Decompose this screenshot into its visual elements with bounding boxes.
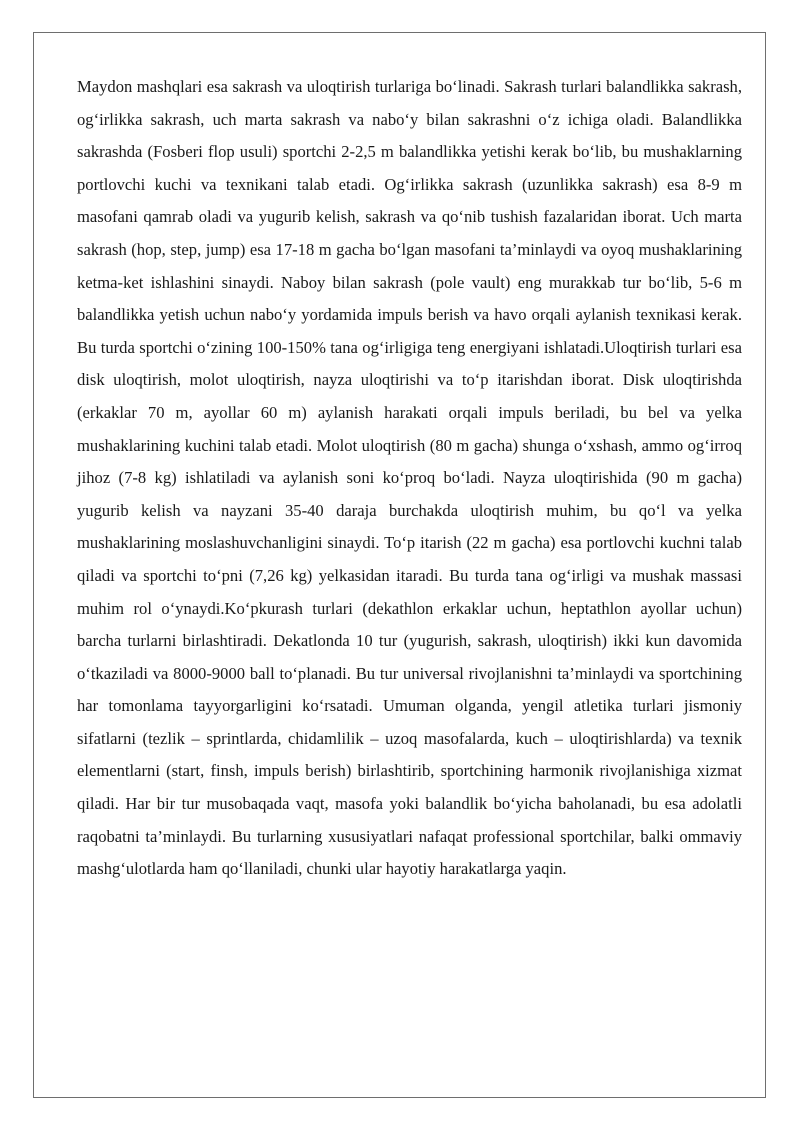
body-paragraph: Maydon mashqlari esa sakrash va uloqtirish turlariga bo‘linadi. Sakrash turlari balandlikka sakrash, og‘irlikka sakrash, uch marta sakrash va nabo‘y bilan sakrashni o‘z ichiga oladi. Balandlikka sakrashda (Fosberi flop usuli) sportchi 2-2,5 m balandlikka yetishi kerak bo‘lib, bu mushaklarning portlovchi kuchi va texnikani talab etadi. Og‘irlikka sakrash (uzunlikka sakrash) esa 8-9 m masofani qamrab oladi va yugurib kelish, sakrash va qo‘nib tushish fazalaridan iborat. Uch marta sakrash (hop, step, jump) esa 17-18 m gacha bo‘lgan masofani ta’minlaydi va oyoq mushaklarining ketma-ket ishlashini sinaydi. Naboy bilan sakrash (pole vault) eng murakkab tur bo‘lib, 5-6 m balandlikka yetish uchun nabo‘y yordamida impuls berish va havo orqali aylanish texnikasi kerak. Bu turda sportchi o‘zining 100-150% tana og‘irligiga teng energiyani ishlatadi.Uloqtirish turlari esa disk uloqtirish, molot uloqtirish, nayza uloqtirishi va to‘p itarishdan iborat. Disk uloqtirishda (erkaklar 70 m, ayollar 60 m) aylanish harakati orqali impuls beriladi, bu bel va yelka mushaklarining kuchini talab etadi. Molot uloqtirish (80 m gacha) shunga o‘xshash, ammo og‘irroq jihoz (7-8 kg) ishlatiladi va aylanish soni ko‘proq bo‘ladi. Nayza uloqtirishida (90 m gacha) yugurib kelish va nayzani 35-40 daraja burchakda uloqtirish muhim, bu qo‘l va yelka mushaklarining moslashuvchanligini sinaydi. To‘p itarish (22 m gacha) esa portlovchi kuchni talab qiladi va sportchi to‘pni (7,26 kg) yelkasidan itaradi. Bu turda tana og‘irligi va mushak massasi muhim rol o‘ynaydi.Ko‘pkurash turlari (dekathlon erkaklar uchun, heptathlon ayollar uchun) barcha turlarni birlashtiradi. Dekatlonda 10 tur (yugurish, sakrash, uloqtirish) ikki kun davomida o‘tkaziladi va 8000-9000 ball to‘planadi. Bu tur universal rivojlanishni ta’minlaydi va sportchining har tomonlama tayyorgarligini ko‘rsatadi. Umuman olganda, yengil atletika turlari jismoniy sifatlarni (tezlik – sprintlarda, chidamlilik – uzoq masofalarda, kuch – uloqtirishlarda) va texnik elementlarni (start, finsh, impuls berish) birlashtirib, sportchining harmonik rivojlanishiga xizmat qiladi. Har bir tur musobaqada vaqt, masofa yoki balandlik bo‘yicha baholanadi, bu esa adolatli raqobatni ta’minlaydi. Bu turlarning xususiyatlari nafaqat professional sportchilar, balki ommaviy mashg‘ulotlarda ham qo‘llaniladi, chunki ular hayotiy harakatlarga yaqin. (77, 77, 742, 879)
